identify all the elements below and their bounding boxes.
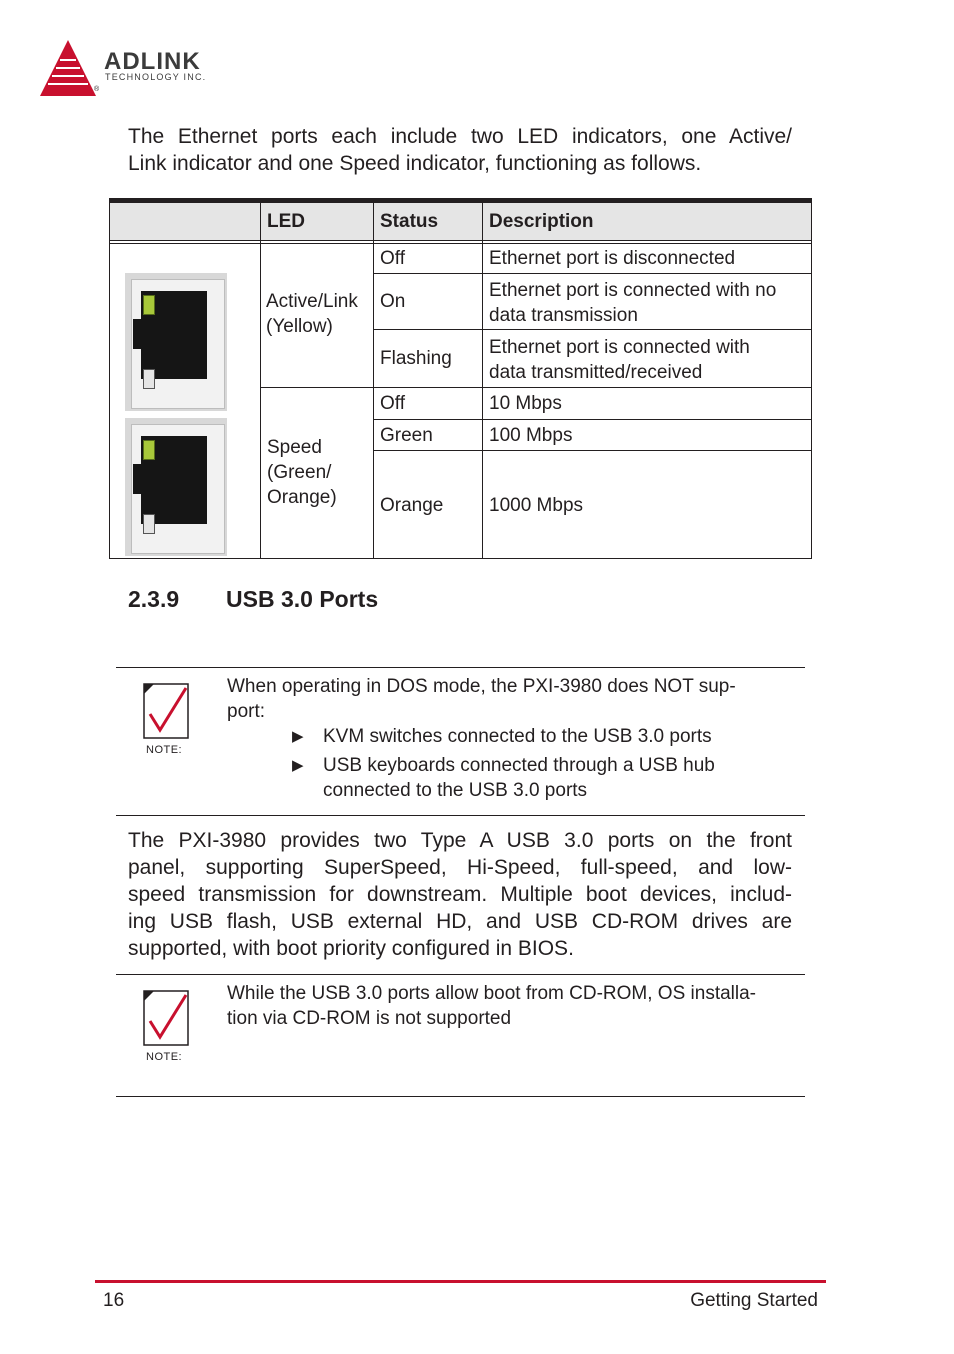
adlink-triangle-icon — [38, 38, 102, 100]
section-title: USB 3.0 Ports — [226, 586, 379, 612]
header-status: Status — [380, 211, 439, 232]
description-cell: Ethernet port is connected with data transmitted/received — [489, 337, 750, 383]
note-1-text: When operating in DOS mode, the PXI-3980 does NOT sup- port: — [227, 676, 736, 722]
description-cell: 100 Mbps — [489, 425, 573, 446]
section-number: 2.3.9 — [128, 586, 180, 612]
status-cell: Flashing — [380, 348, 452, 369]
status-cell: Green — [380, 425, 433, 446]
bullet-triangle-icon: ▶ — [292, 728, 304, 745]
status-cell: On — [380, 291, 406, 312]
section-heading — [128, 586, 378, 613]
note-2-text: While the USB 3.0 ports allow boot from CD-ROM, OS installa- tion via CD-ROM is not supported — [227, 983, 757, 1029]
intro-line-1: The Ethernet ports each include two LED indicators, one Active/ — [128, 125, 792, 148]
intro-line-2: Link indicator and one Speed indicator, functioning as follows. — [128, 152, 702, 175]
header-description: Description — [489, 211, 594, 232]
bullet-triangle-icon: ▶ — [292, 757, 304, 774]
footer-rule — [95, 1280, 826, 1283]
note-label: NOTE: — [146, 744, 183, 756]
led-yellow-icon — [143, 295, 155, 315]
description-cell: Ethernet port is connected with no data transmission — [489, 280, 777, 326]
registered-mark: ® — [94, 86, 100, 93]
note-checkmark-icon — [142, 680, 192, 760]
chapter-title: Getting Started — [690, 1290, 818, 1311]
note-bullet: ▶ KVM switches connected to the USB 3.0 ports — [292, 726, 712, 747]
description-cell: 1000 Mbps — [489, 495, 584, 516]
led-indicator-table — [109, 198, 812, 559]
led-active-link-label: Active/Link (Yellow) — [266, 291, 358, 337]
description-cell: 10 Mbps — [489, 393, 562, 414]
status-cell: Off — [380, 248, 405, 269]
company-logo — [38, 38, 238, 100]
status-cell: Off — [380, 393, 405, 414]
intro-paragraph — [128, 123, 792, 177]
header-led: LED — [267, 211, 305, 232]
note-divider — [116, 974, 805, 975]
led-off-icon — [143, 369, 155, 389]
brand-subtitle: TECHNOLOGY INC. — [105, 72, 207, 82]
ethernet-port-image — [125, 273, 227, 411]
note-bullet: ▶ USB keyboards connected through a USB hub connected to the USB 3.0 ports — [292, 755, 715, 801]
note-label: NOTE: — [146, 1051, 183, 1063]
status-cell: Orange — [380, 495, 444, 516]
usb-description-paragraph: The PXI-3980 provides two Type A USB 3.0 ports on the front panel, supporting SuperSpeed, Hi-Speed, full-speed, and low- speed transmission for downstream. Multiple boot devices, includ- ing USB flash, USB external HD, and USB CD-ROM drives are supported, with boot priority configured in BIOS. — [128, 829, 792, 960]
led-off-icon — [143, 514, 155, 534]
led-speed-label: Speed (Green/ Orange) — [267, 437, 337, 508]
description-cell: Ethernet port is disconnected — [489, 248, 736, 269]
note-divider — [116, 667, 805, 668]
ethernet-port-image — [125, 418, 227, 556]
note-divider — [116, 815, 805, 816]
led-yellow-icon — [143, 440, 155, 460]
brand-name: ADLINK — [104, 48, 201, 75]
note-checkmark-icon — [142, 987, 192, 1067]
page-number: 16 — [103, 1290, 125, 1311]
note-divider — [116, 1096, 805, 1097]
table-header-row — [110, 203, 811, 241]
